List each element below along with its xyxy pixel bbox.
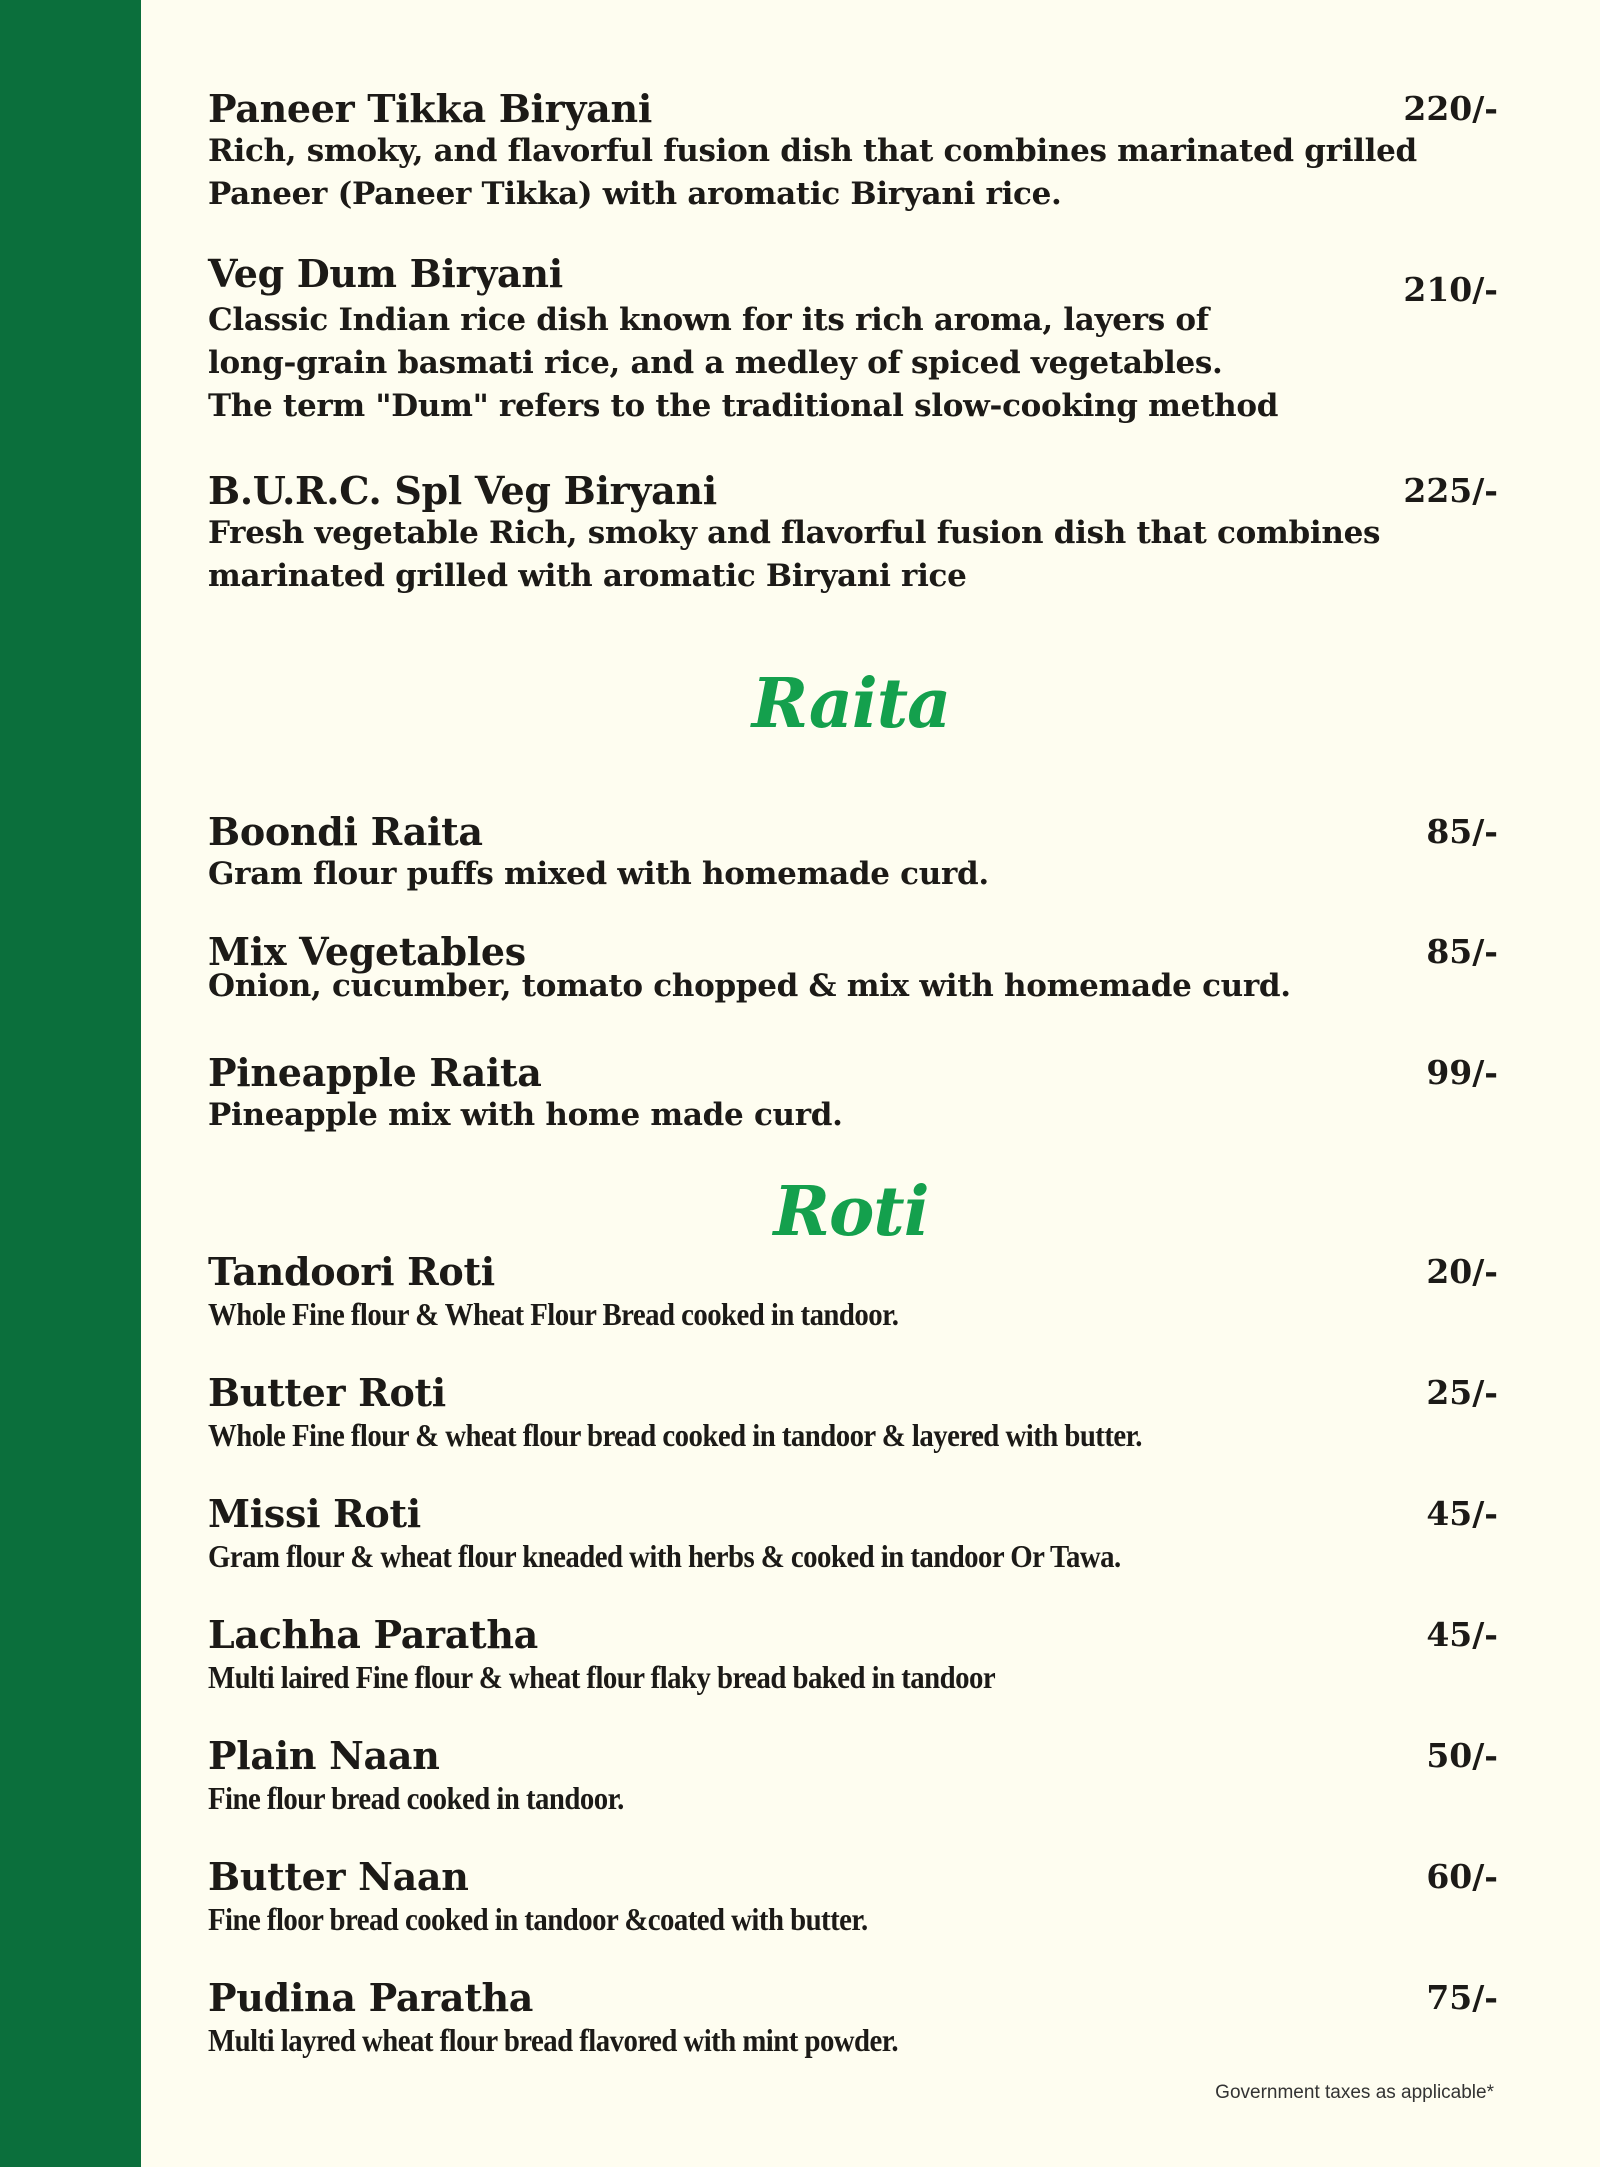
menu-item-pudina-paratha <box>208 1977 1498 2062</box>
item-price: 99/- <box>1426 1053 1498 1092</box>
menu-item-burc-spl-veg-biryani <box>208 470 1498 598</box>
item-desc: Gram flour puffs mixed with homemade curd. <box>208 856 989 892</box>
item-name: Pudina Paratha <box>208 1975 534 2020</box>
item-name: B.U.R.C. Spl Veg Biryani <box>208 468 717 513</box>
item-desc: Fine floor bread cooked in tandoor &coated with butter. <box>208 1901 868 1937</box>
item-desc: Rich, smoky, and flavorful fusion dish that combines marinated grilled <box>208 133 1417 169</box>
section-title-raita: Raita <box>751 664 951 744</box>
item-name: Lachha Paratha <box>208 1612 539 1657</box>
item-price: 85/- <box>1426 932 1498 971</box>
item-name: Veg Dum Biryani <box>208 251 563 296</box>
item-desc: Fine flour bread cooked in tandoor. <box>208 1780 624 1816</box>
menu-item-paneer-tikka-biryani <box>208 88 1498 216</box>
item-price: 75/- <box>1426 1978 1498 2017</box>
menu-item-tandoori-roti <box>208 1251 1498 1336</box>
item-price: 85/- <box>1426 812 1498 851</box>
item-price: 45/- <box>1426 1494 1498 1533</box>
item-price: 225/- <box>1403 471 1498 510</box>
item-price: 50/- <box>1426 1736 1498 1775</box>
menu-item-plain-naan <box>208 1735 1498 1820</box>
item-desc: Pineapple mix with home made curd. <box>208 1097 843 1133</box>
item-desc: Multi layred wheat flour bread flavored with mint powder. <box>208 2022 899 2058</box>
tax-footnote: Government taxes as applicable* <box>1215 2082 1494 2103</box>
green-side-bar <box>0 0 141 2167</box>
item-name: Pineapple Raita <box>208 1050 542 1095</box>
item-desc: Whole Fine flour & wheat flour bread cooked in tandoor & layered with butter. <box>208 1417 1142 1453</box>
item-price: 220/- <box>1403 89 1498 128</box>
menu-item-missi-roti <box>208 1493 1498 1578</box>
item-desc: Gram flour & wheat flour kneaded with herbs & cooked in tandoor Or Tawa. <box>208 1538 1121 1574</box>
item-name: Tandoori Roti <box>208 1249 495 1294</box>
menu-item-mix-vegetables <box>208 931 1498 1008</box>
item-desc: Fresh vegetable Rich, smoky and flavorful fusion dish that combines <box>208 515 1381 551</box>
item-desc: Onion, cucumber, tomato chopped & mix with homemade curd. <box>208 968 1291 1004</box>
item-price: 45/- <box>1426 1615 1498 1654</box>
item-name: Mix Vegetables <box>208 929 526 974</box>
item-desc: Whole Fine flour & Wheat Flour Bread cooked in tandoor. <box>208 1296 899 1332</box>
menu-item-lachha-paratha <box>208 1614 1498 1699</box>
menu-item-butter-roti <box>208 1372 1498 1457</box>
item-name: Missi Roti <box>208 1491 421 1536</box>
menu-item-boondi-raita <box>208 811 1498 896</box>
item-desc: marinated grilled with aromatic Biryani rice <box>208 558 967 594</box>
item-name: Boondi Raita <box>208 809 483 854</box>
menu-item-veg-dum-biryani <box>208 253 1498 428</box>
item-name: Butter Roti <box>208 1370 446 1415</box>
menu-item-butter-naan <box>208 1856 1498 1941</box>
item-name: Butter Naan <box>208 1854 469 1899</box>
item-name: Paneer Tikka Biryani <box>208 86 652 131</box>
item-price: 210/- <box>1403 270 1498 309</box>
item-desc: Classic Indian rice dish known for its rich aroma, layers of <box>208 302 1209 338</box>
item-desc: Multi laired Fine flour & wheat flour flaky bread baked in tandoor <box>208 1659 996 1695</box>
item-name: Plain Naan <box>208 1733 440 1778</box>
item-desc: long-grain basmati rice, and a medley of spiced vegetables. <box>208 345 1223 381</box>
item-desc: Paneer (Paneer Tikka) with aromatic Biryani rice. <box>208 176 1062 212</box>
menu-item-pineapple-raita <box>208 1052 1498 1137</box>
item-price: 25/- <box>1426 1373 1498 1412</box>
item-desc: The term "Dum" refers to the traditional slow-cooking method <box>208 388 1279 424</box>
section-title-roti: Roti <box>773 1172 929 1252</box>
item-price: 60/- <box>1426 1857 1498 1896</box>
item-price: 20/- <box>1426 1252 1498 1291</box>
